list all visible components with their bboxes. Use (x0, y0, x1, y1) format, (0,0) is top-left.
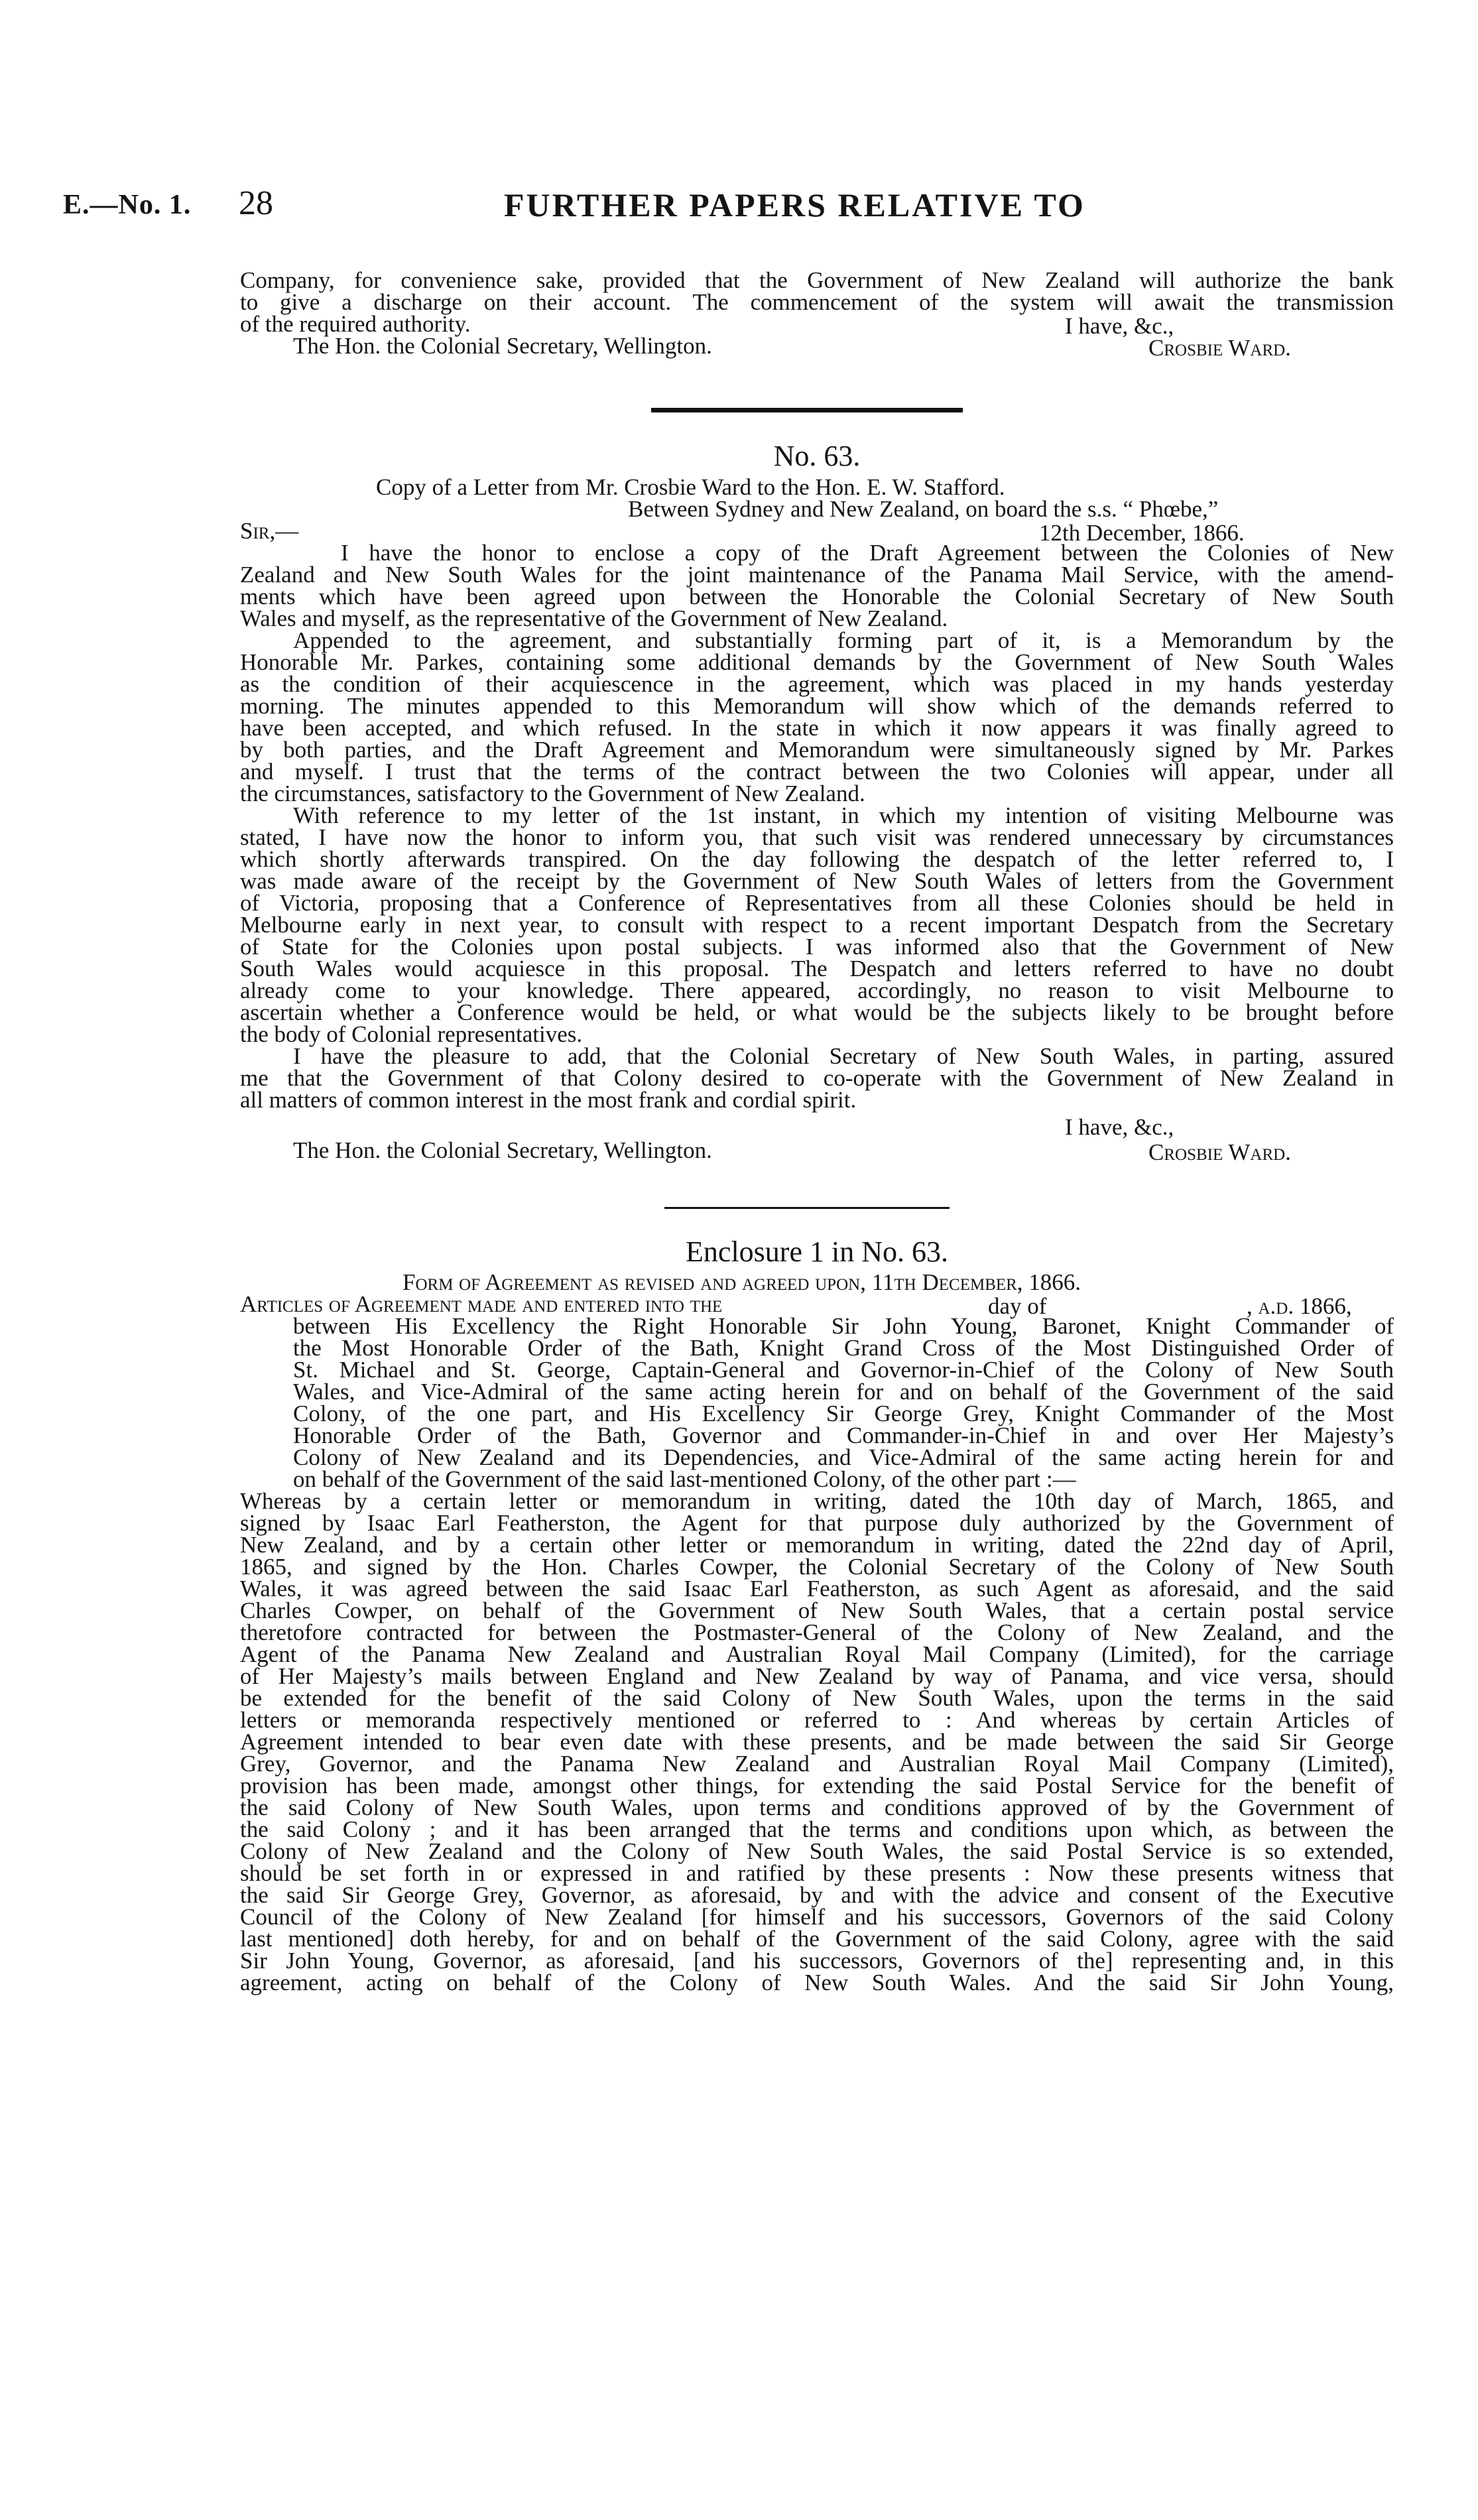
text-line: the Most Honorable Order of the Bath, Knight Grand Cross of the Most Distinguished Order of (293, 1335, 1394, 1361)
text-line: have been accepted, and which refused. In the state in which it now appears it was finally agreed to (240, 715, 1394, 741)
text-line: be extended for the benefit of the said Colony of New South Wales, upon the terms in the said (240, 1685, 1394, 1711)
text-line: I have the honor to enclose a copy of the Draft Agreement between the Colonies of New (341, 540, 1394, 566)
articles-year: , a.d. 1866, (1247, 1293, 1352, 1319)
text-line: Grey, Governor, and the Panama New Zealand and Australian Royal Mail Company (Limited), (240, 1751, 1394, 1777)
addressee: The Hon. the Colonial Secretary, Wellington. (293, 1137, 712, 1163)
text-line: signed by Isaac Earl Featherston, the Agent for that purpose duly authorized by the Government of (240, 1510, 1394, 1536)
section-divider (651, 408, 963, 412)
signature: Crosbie Ward. (1148, 1139, 1291, 1165)
text-line: St. Michael and St. George, Captain-General and Governor-in-Chief of the Colony of New South (293, 1357, 1394, 1383)
text-line: New Zealand, and by a certain other letter or memorandum in writing, dated the 22nd day of April, (240, 1532, 1394, 1558)
text-line: by both parties, and the Draft Agreement and Memorandum were simultaneously signed by Mr. Parkes (240, 737, 1394, 763)
text-line: of Victoria, proposing that a Conference of Representatives from all these Colonies should be held in (240, 890, 1394, 916)
text-line: ments which have been agreed upon between the Honorable the Colonial Secretary of New South (240, 584, 1394, 609)
articles-intro: Articles of Agreement made and entered into the (240, 1291, 723, 1317)
text-line: Appended to the agreement, and substantially forming part of it, is a Memorandum by the (293, 627, 1394, 653)
text-line: already come to your knowledge. There appeared, accordingly, no reason to visit Melbourne to (240, 977, 1394, 1003)
text-line: of the required authority. (240, 311, 471, 337)
section-divider (664, 1207, 950, 1209)
text-line: Wales and myself, as the representative of the Government of New Zealand. (240, 605, 948, 631)
text-line: of State for the Colonies upon postal subjects. I was informed also that the Government of New (240, 934, 1394, 960)
letter-title: Copy of a Letter from Mr. Crosbie Ward to the Hon. E. W. Stafford. (376, 474, 1005, 500)
text-line: Sir John Young, Governor, as aforesaid, [and his successors, Governors of the] representing and, in this (240, 1948, 1394, 1974)
text-line: between His Excellency the Right Honorable Sir John Young, Baronet, Knight Commander of (293, 1313, 1394, 1339)
text-line: Colony of New Zealand and the Colony of New South Wales, the said Postal Service is so extended, (240, 1838, 1394, 1864)
enclosure-subtitle: Form of Agreement as revised and agreed upon, 11th December, 1866. (402, 1269, 1081, 1295)
text-line: Charles Cowper, on behalf of the Government of New South Wales, that a certain postal service (240, 1598, 1394, 1623)
text-line: on behalf of the Government of the said last-mentioned Colony, of the other part :— (293, 1466, 1076, 1492)
text-line: agreement, acting on behalf of the Colony of New South Wales. And the said Sir John Young, (240, 1970, 1394, 1995)
text-line: Agreement intended to bear even date with these presents, and be made between the said Sir George (240, 1729, 1394, 1755)
text-line: should be set forth in or expressed in and ratified by these presents : Now these presents witness that (240, 1860, 1394, 1886)
text-line: Wales, it was agreed between the said Isaac Earl Featherston, as such Agent as aforesaid, and the said (240, 1576, 1394, 1602)
page-title: FURTHER PAPERS RELATIVE TO (504, 186, 1085, 223)
text-line: Agent of the Panama New Zealand and Australian Royal Mail Company (Limited), for the carriage (240, 1641, 1394, 1667)
articles-day: day of (988, 1293, 1047, 1319)
document-reference: E.—No. 1. (63, 190, 192, 220)
text-line: ascertain whether a Conference would be held, or what would be the subjects likely to be brought before (240, 999, 1394, 1025)
text-line: Melbourne early in next year, to consult with respect to a recent important Despatch from the Secretary (240, 912, 1394, 938)
letter-number: No. 63. (773, 440, 861, 472)
text-line: With reference to my letter of the 1st instant, in which my intention of visiting Melbourne was (293, 802, 1394, 828)
text-line: as the condition of their acquiescence in the agreement, which was placed in my hands yesterday (240, 671, 1394, 697)
text-line: which shortly afterwards transpired. On the day following the despatch of the letter referred to, I (240, 846, 1394, 872)
text-line: the said Colony of New South Wales, upon terms and conditions approved of by the Government of (240, 1795, 1394, 1820)
text-line: to give a discharge on their account. The commencement of the system will await the transmission (240, 289, 1394, 315)
text-line: the body of Colonial representatives. (240, 1021, 583, 1047)
text-line: of Her Majesty’s mails between England and New Zealand by way of Panama, and vice versa, should (240, 1663, 1394, 1689)
salutation: Sir,— (240, 518, 299, 544)
text-line: last mentioned] doth hereby, for and on behalf of the Government of the said Colony, agree with the said (240, 1926, 1394, 1952)
enclosure-heading: Enclosure 1 in No. 63. (686, 1235, 948, 1268)
text-line: morning. The minutes appended to this Memorandum will show which of the demands referred to (240, 693, 1394, 719)
text-line: Wales, and Vice-Admiral of the same acting herein for and on behalf of the Government of the said (293, 1379, 1394, 1405)
closing: I have, &c., (1065, 1114, 1174, 1140)
text-line: letters or memoranda respectively mentioned or referred to : And whereas by certain Articles of (240, 1707, 1394, 1733)
text-line: the circumstances, satisfactory to the Government of New Zealand. (240, 781, 865, 806)
text-line: Honorable Mr. Parkes, containing some additional demands by the Government of New South Wales (240, 649, 1394, 675)
closing: I have, &c., (1065, 313, 1174, 339)
page-number: 28 (239, 184, 273, 222)
signature: Crosbie Ward. (1148, 335, 1291, 361)
text-line: South Wales would acquiesce in this proposal. The Despatch and letters referred to have no doubt (240, 956, 1394, 981)
text-line: the said Sir George Grey, Governor, as aforesaid, by and with the advice and consent of the Executive (240, 1882, 1394, 1908)
text-line: Council of the Colony of New Zealand [for himself and his successors, Governors of the said Colony (240, 1904, 1394, 1930)
text-line: Company, for convenience sake, provided that the Government of New Zealand will authorize the bank (240, 267, 1394, 293)
text-line: and myself. I trust that the terms of the contract between the two Colonies will appear, under all (240, 759, 1394, 785)
text-line: I have the pleasure to add, that the Colonial Secretary of New South Wales, in parting, assured (293, 1043, 1394, 1069)
text-line: me that the Government of that Colony desired to co-operate with the Government of New Zealand in (240, 1065, 1394, 1091)
text-line: theretofore contracted for between the Postmaster-General of the Colony of New Zealand, and the (240, 1619, 1394, 1645)
text-line: was made aware of the receipt by the Government of New South Wales of letters from the Government (240, 868, 1394, 894)
text-line: Whereas by a certain letter or memorandum in writing, dated the 10th day of March, 1865, and (240, 1488, 1394, 1514)
text-line: Colony of New Zealand and its Dependencies, and Vice-Admiral of the same acting herein for and (293, 1444, 1394, 1470)
text-line: Honorable Order of the Bath, Governor and Commander-in-Chief in and over Her Majesty’s (293, 1422, 1394, 1448)
letter-date: 12th December, 1866. (1039, 520, 1245, 546)
text-line: all matters of common interest in the most frank and cordial spirit. (240, 1087, 857, 1113)
addressee: The Hon. the Colonial Secretary, Wellington. (293, 333, 712, 359)
text-line: 1865, and signed by the Hon. Charles Cowper, the Colonial Secretary of the Colony of New South (240, 1554, 1394, 1580)
text-line: Zealand and New South Wales for the joint maintenance of the Panama Mail Service, with the amend- (240, 562, 1394, 588)
text-line: the said Colony ; and it has been arranged that the terms and conditions upon which, as between the (240, 1816, 1394, 1842)
letter-place: Between Sydney and New Zealand, on board the s.s. “ Phœbe,” (628, 496, 1219, 522)
text-line: Colony, of the one part, and His Excellency Sir George Grey, Knight Commander of the Most (293, 1401, 1394, 1426)
text-line: stated, I have now the honor to inform you, that such visit was rendered unnecessary by circumstances (240, 824, 1394, 850)
text-line: provision has been made, amongst other things, for extending the said Postal Service for the benefit of (240, 1773, 1394, 1798)
